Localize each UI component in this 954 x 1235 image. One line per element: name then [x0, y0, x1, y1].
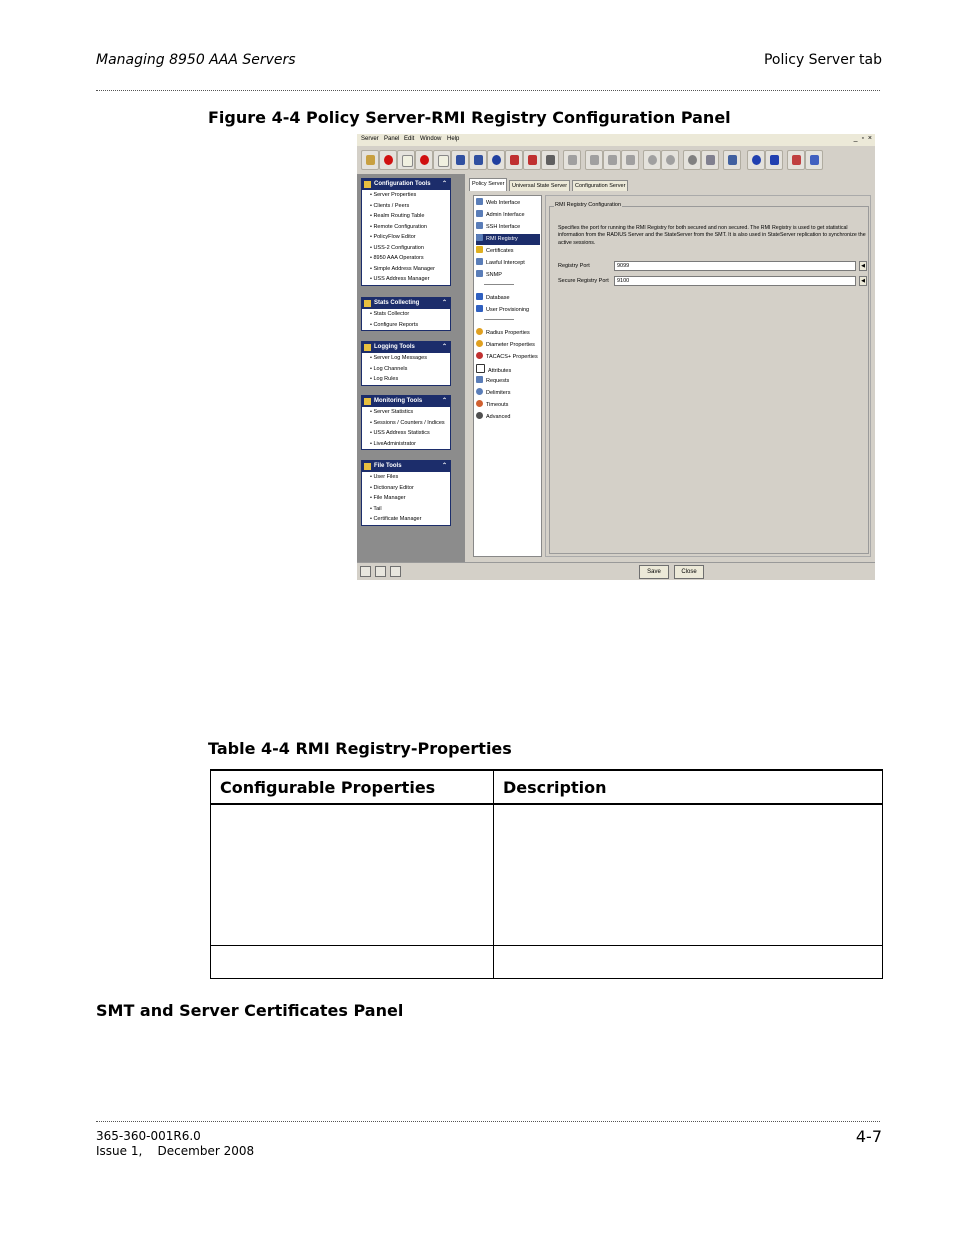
group-header[interactable]: Configuration Tools ⌃ [362, 179, 450, 190]
screenshot-figure [357, 134, 875, 580]
refresh-icon [492, 155, 501, 165]
secure-registry-port-arrow-icon[interactable]: ◀ [859, 276, 867, 286]
fieldset-legend: RMI Registry Configuration [555, 202, 622, 208]
tree-item[interactable]: User Provisioning [476, 305, 540, 316]
delimiters-icon [476, 388, 483, 395]
tool-link[interactable]: • Configure Reports [370, 321, 419, 328]
table-cell [211, 945, 494, 978]
save-all-icon [474, 155, 483, 165]
menu-bar [357, 134, 875, 146]
lock-icon [476, 222, 483, 229]
tool-link[interactable]: • Server Statistics [370, 409, 414, 415]
tool-link[interactable]: • USS Address Statistics [370, 430, 430, 436]
tree-item[interactable]: Timeouts [476, 400, 540, 411]
table-row [211, 945, 883, 978]
group-header[interactable]: Stats Collecting ⌃ [362, 298, 450, 309]
menu-help[interactable]: Help [447, 136, 460, 142]
group-header[interactable]: Logging Tools ⌃ [362, 342, 450, 353]
tool-link[interactable]: • LiveAdministrator [370, 440, 416, 447]
collapse-icon[interactable]: ⌃ [441, 463, 447, 469]
toolbar-button[interactable] [433, 150, 451, 170]
rmi-registry-fieldset [549, 202, 869, 554]
tool-link[interactable]: • Server Log Messages [370, 355, 427, 361]
search-icon [648, 155, 657, 165]
table-cell [494, 804, 883, 945]
tool-link[interactable]: • Certificate Manager [370, 516, 422, 522]
close-button[interactable]: Close [674, 565, 704, 579]
status-bar [357, 562, 875, 580]
group-configuration-tools [361, 178, 451, 286]
checkbox-icon [476, 364, 485, 373]
save-button[interactable]: Save [639, 565, 669, 579]
group-stats-collecting [361, 297, 451, 331]
cut-icon [590, 155, 599, 165]
properties-table [210, 769, 883, 979]
tool-link[interactable]: • Simple Address Manager [370, 265, 435, 272]
group-monitoring-tools [361, 395, 451, 450]
toolbar-button[interactable] [397, 150, 415, 170]
table-header-row [211, 770, 883, 804]
diameter-icon [476, 340, 483, 347]
tab-policy-server[interactable]: Policy Server [469, 178, 507, 191]
collapse-icon[interactable]: ⌃ [441, 398, 447, 404]
secure-registry-port-label: Secure Registry Port [558, 278, 609, 284]
registry-port-input[interactable]: 9099 [614, 261, 856, 271]
toolbar-button[interactable] [683, 150, 701, 170]
tools-pane [357, 174, 465, 562]
toolbar-button[interactable] [661, 150, 679, 170]
print-icon [546, 155, 555, 165]
help-icon [752, 155, 761, 165]
database-icon [810, 155, 819, 165]
copy-icon [608, 155, 617, 165]
tree-item[interactable]: Certificates [476, 246, 540, 257]
log-icon [364, 344, 371, 351]
disconnect-icon [528, 155, 537, 165]
registry-icon [476, 234, 483, 241]
section-heading: SMT and Server Certificates Panel [96, 1001, 404, 1020]
certificate-icon [476, 246, 483, 253]
red-dot-icon [384, 155, 393, 165]
tools-icon [792, 155, 801, 165]
group-header[interactable]: Monitoring Tools ⌃ [362, 396, 450, 407]
tab-universal-state-server[interactable]: Universal State Server [509, 180, 570, 191]
intercept-icon [476, 258, 483, 265]
tool-link[interactable]: • PolicyFlow Editor [370, 234, 416, 240]
toolbar-button[interactable] [747, 150, 765, 170]
toolbar-button[interactable] [701, 150, 719, 170]
toolbar-button[interactable] [787, 150, 805, 170]
tab-configuration-server[interactable]: Configuration Server [572, 180, 628, 191]
toolbar-button[interactable] [415, 150, 433, 170]
tool-link[interactable]: • 8950 AAA Operators [370, 255, 424, 261]
tool-link[interactable]: • File Manager [370, 495, 406, 501]
tool-link[interactable]: • Remote Configuration [370, 223, 427, 230]
clock-icon [476, 400, 483, 407]
menu-panel[interactable]: Panel [384, 136, 400, 142]
panel-description: Specifies the port for running the RMI Registry for both secured and non secured. The RMI Registry is used to get statistical information from the RADIUS Server and the StateServer from the SMT. It is also used in StateServer replication to synchronize the active sessions. [558, 225, 866, 246]
folder-icon [364, 463, 371, 470]
tool-link[interactable]: • USS-2 Configuration [370, 244, 424, 251]
toolbar-button[interactable] [723, 150, 741, 170]
column-header: Description [494, 770, 883, 804]
tree-item[interactable]: Radius Properties [476, 328, 540, 339]
collapse-icon[interactable]: ⌃ [441, 300, 447, 306]
toolbar-button[interactable] [487, 150, 505, 170]
tacacs-icon [476, 352, 483, 359]
chart-icon [364, 300, 371, 307]
tool-link[interactable]: • Realm Routing Table [370, 213, 425, 219]
tree-item[interactable]: Attributes [476, 364, 540, 375]
figure-caption: Figure 4-4 Policy Server-RMI Registry Configuration Panel [208, 108, 731, 127]
admin-icon [476, 210, 483, 217]
tool-link[interactable]: • Server Properties [370, 192, 417, 198]
tools-icon [364, 181, 371, 188]
tree-item[interactable]: Admin Interface [476, 210, 540, 221]
advanced-icon [476, 412, 483, 419]
toolbar-button[interactable] [379, 150, 397, 170]
sync-icon [568, 155, 577, 165]
property-tree [473, 195, 542, 557]
toolbar-button[interactable] [469, 150, 487, 170]
toolbar-button[interactable] [505, 150, 523, 170]
table-cell [494, 945, 883, 978]
red-dot-icon [420, 155, 429, 165]
issue-date: Issue 1, December 2008 [96, 1144, 255, 1158]
tool-link[interactable]: • Tail [370, 505, 382, 512]
toolbar-button[interactable] [563, 150, 581, 170]
help-context-icon [770, 155, 779, 165]
tree-item[interactable]: SSH Interface [476, 222, 540, 233]
toolbar-button[interactable] [603, 150, 621, 170]
group-header[interactable]: File Tools ⌃ [362, 461, 450, 472]
table-cell [211, 804, 494, 945]
snmp-icon [476, 270, 483, 277]
document-icon [402, 155, 413, 167]
tree-item[interactable]: Requests [476, 376, 540, 387]
collapse-icon[interactable]: ⌃ [441, 181, 447, 187]
tool-link[interactable]: • Log Channels [370, 365, 408, 372]
tool-link[interactable]: • USS Address Manager [370, 276, 430, 282]
page-number: 4-7 [855, 1127, 882, 1146]
document-icon [438, 155, 449, 167]
tree-item[interactable]: Diameter Properties [476, 340, 540, 351]
toolbar-button[interactable] [805, 150, 823, 170]
radius-icon [476, 328, 483, 335]
search-next-icon [666, 155, 675, 165]
tree-item[interactable]: Delimiters [476, 388, 540, 399]
rmi-registry-panel [545, 195, 871, 557]
running-header-title: Managing 8950 AAA Servers [96, 52, 296, 68]
window-controls[interactable]: _ ▫ × [853, 135, 873, 142]
database-icon [476, 293, 483, 300]
toolbar-button[interactable] [765, 150, 783, 170]
paste-icon [626, 155, 635, 165]
gear-icon [688, 155, 697, 165]
monitor-icon [728, 155, 737, 165]
toolbar-button[interactable] [361, 150, 379, 170]
tool-link[interactable]: • Log Rules [370, 376, 399, 382]
footer-doc-info [96, 1129, 254, 1159]
running-header-section: Policy Server tab [763, 52, 882, 68]
column-header: Configurable Properties [211, 770, 494, 804]
split-icon[interactable] [375, 566, 386, 577]
collapse-icon[interactable]: ⌃ [441, 344, 447, 350]
tree-item[interactable]: Lawful Intercept [476, 258, 540, 269]
expand-icon[interactable] [360, 566, 371, 577]
menu-edit[interactable]: Edit [404, 136, 415, 142]
tool-link[interactable]: • Clients / Peers [370, 202, 410, 209]
toolbar [357, 146, 875, 175]
delete-icon [510, 155, 519, 165]
table-row [211, 804, 883, 945]
header-rule [96, 90, 880, 91]
doc-number: 365-360-001R6.0 [96, 1129, 201, 1143]
user-icon [476, 305, 483, 312]
menu-server[interactable]: Server [361, 136, 379, 142]
group-file-tools [361, 460, 451, 526]
menu-window[interactable]: Window [420, 136, 442, 142]
toolbar-button[interactable] [585, 150, 603, 170]
tool-link[interactable]: • Stats Collector [370, 311, 410, 317]
key-icon [366, 155, 375, 165]
tree-item-selected[interactable]: RMI Registry [476, 234, 540, 245]
toolbar-button[interactable] [621, 150, 639, 170]
tree-item[interactable]: SNMP [476, 270, 540, 281]
collapse-all-icon[interactable] [390, 566, 401, 577]
tool-link[interactable]: • Dictionary Editor [370, 484, 414, 491]
tree-item[interactable]: Advanced [476, 412, 540, 423]
table-caption: Table 4-4 RMI Registry-Properties [208, 739, 512, 758]
registry-port-arrow-icon[interactable]: ◀ [859, 261, 867, 271]
tool-link[interactable]: • Sessions / Counters / Indices [370, 419, 445, 426]
tool-link[interactable]: • User Files [370, 474, 399, 480]
settings-icon [706, 155, 715, 165]
tree-item[interactable]: Database [476, 293, 540, 304]
tree-separator [484, 284, 514, 285]
monitor-icon [364, 398, 371, 405]
editor-area [465, 174, 875, 562]
tree-item[interactable]: TACACS+ Properties [476, 352, 540, 363]
registry-port-label: Registry Port [558, 263, 590, 269]
tree-item[interactable]: Web Interface [476, 198, 540, 209]
web-icon [476, 198, 483, 205]
save-icon [456, 155, 465, 165]
tree-separator [484, 319, 514, 320]
toolbar-button[interactable] [643, 150, 661, 170]
secure-registry-port-input[interactable]: 9100 [614, 276, 856, 286]
group-logging-tools [361, 341, 451, 386]
footer-rule [96, 1121, 880, 1122]
toolbar-button[interactable] [523, 150, 541, 170]
requests-icon [476, 376, 483, 383]
toolbar-button[interactable] [541, 150, 559, 170]
toolbar-button[interactable] [451, 150, 469, 170]
